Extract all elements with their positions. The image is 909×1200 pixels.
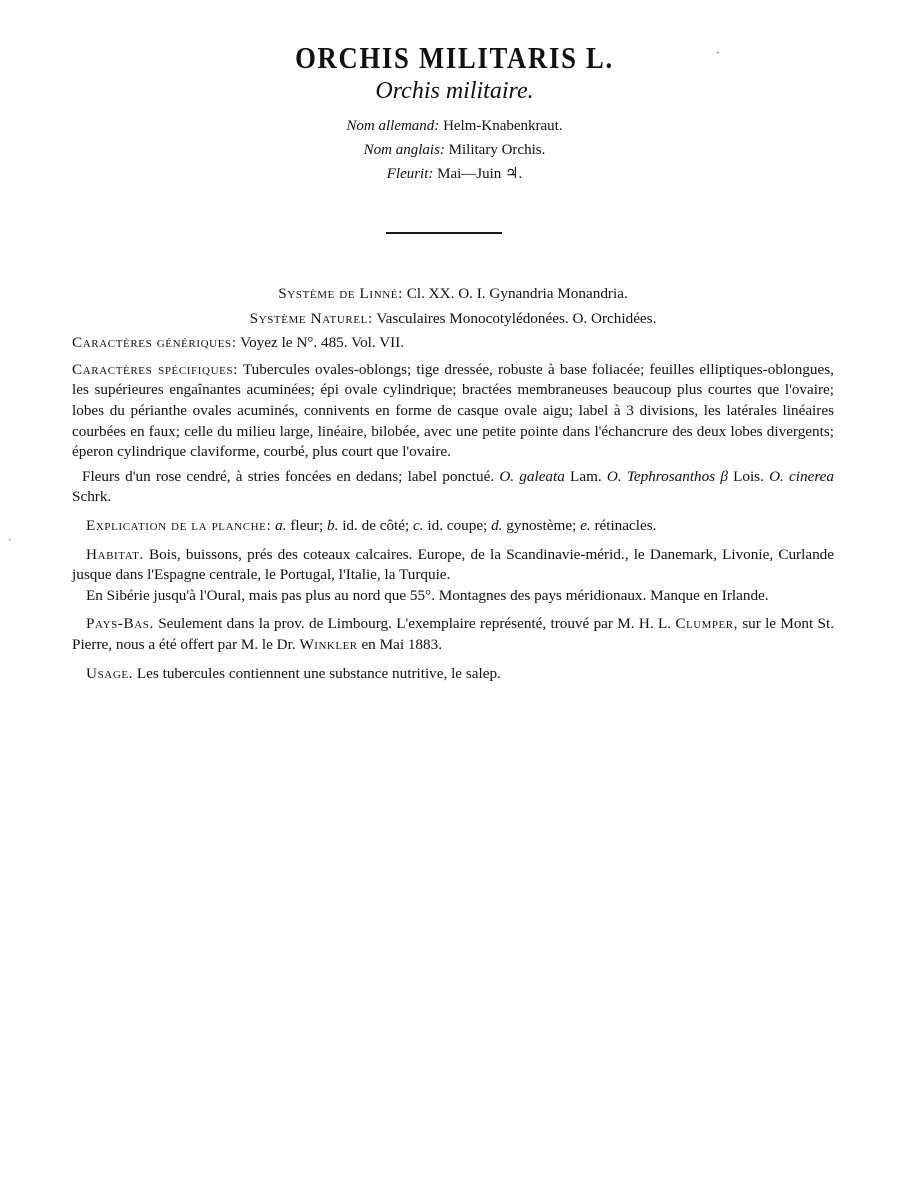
paysbas-paragraph xyxy=(72,614,834,655)
naturel-label: Système Naturel: xyxy=(249,309,373,327)
donor-name: Winkler xyxy=(299,635,358,653)
english-name-label: Nom anglais: xyxy=(363,142,445,158)
specifiques-label: Caractères spécifiques: xyxy=(72,360,238,378)
english-name-line xyxy=(0,138,909,162)
bloom-label: Fleurit: xyxy=(386,166,434,182)
page-title: ORCHIS MILITARIS L. xyxy=(295,40,614,75)
synonym-tephrosanthos: O. Tephrosanthos β xyxy=(606,467,728,485)
usage-text: Les tubercules contiennent une substance nutritive, le salep. xyxy=(136,664,501,682)
specifiques-paragraph xyxy=(72,360,834,463)
generiques-label: Caractères génériques: xyxy=(72,334,237,352)
linne-label: Système de Linné: xyxy=(278,285,403,302)
common-names-block xyxy=(0,114,909,186)
explication-b-text: id. de côté; xyxy=(342,516,410,534)
generiques-text: Voyez le N°. 485. Vol. VII. xyxy=(240,334,405,352)
naturel-line xyxy=(72,309,834,330)
fleurs-paragraph xyxy=(72,467,834,508)
stray-mark: ˎ xyxy=(8,530,12,541)
habitat-label: Habitat. xyxy=(86,545,144,563)
synonym-cinerea: O. cinerea xyxy=(769,467,835,485)
explication-label: Explication de la planche: xyxy=(86,516,272,534)
explication-a-key: a. xyxy=(275,516,287,534)
description-body xyxy=(72,284,834,684)
synonym-galeata: O. galeata xyxy=(499,467,565,485)
usage-line xyxy=(72,664,834,685)
paysbas-text-1: Seulement dans la prov. de Limbourg. L'exemplaire représenté, trouvé par M. H. L. xyxy=(158,615,672,633)
explication-a-text: fleur; xyxy=(290,516,324,534)
siberie-text: En Sibérie jusqu'à l'Oural, mais pas plus au nord que 55°. Montagnes des pays méridionaux. Manque en Irlande. xyxy=(86,586,769,604)
usage-label: Usage. xyxy=(86,664,134,682)
linne-text: Cl. XX. O. I. Gynandria Monandria. xyxy=(406,285,628,302)
stray-mark: ˏ xyxy=(716,40,720,54)
siberie-paragraph xyxy=(72,586,834,607)
paysbas-text-3: en Mai 1883. xyxy=(361,635,443,653)
synonym-author-lois: Lois. xyxy=(733,467,764,485)
specifiques-text: Tubercules ovales-oblongs; tige dressée, robuste à base foliacée; feuilles elliptiques-oblongues, les supérieures engaînantes acuminées; épi ovale cylindrique; bractées membraneuses beaucoup plus courtes que l'ovaire; lobes du périanthe ovales acuminés, connivents en forme de casque ovale aigu; label à 3 divisions, les latérales linéaires courbées en faux; celle du milieu large, linéaire, bilobée, avec une petite pointe dans l'échancrure des deux lobes divergents; éperon cylindrique claviforme, courbé, plus court que l'ovaire. xyxy=(72,360,834,461)
explication-c-text: id. coupe; xyxy=(427,516,488,534)
explication-e-key: e. xyxy=(580,516,591,534)
german-name-label: Nom allemand: xyxy=(346,118,440,134)
divider-rule xyxy=(386,232,502,234)
english-name-value: Military Orchis. xyxy=(448,142,546,158)
paysbas-text-2: sur le Mont St. Pierre, nous a été offert par M. le Dr. xyxy=(72,615,835,653)
bloom-value: Mai—Juin ♃. xyxy=(437,166,523,182)
naturel-text: Vasculaires Monocotylédonées. O. Orchidées. xyxy=(376,309,657,327)
explication-c-key: c. xyxy=(413,516,424,534)
paysbas-label: Pays-Bas. xyxy=(86,615,154,633)
generiques-line xyxy=(72,333,834,354)
synonym-author-lam: Lam. xyxy=(570,467,602,485)
german-name-value: Helm-Knabenkraut. xyxy=(443,118,563,134)
explication-d-key: d. xyxy=(491,516,503,534)
german-name-line xyxy=(0,114,909,138)
bloom-line xyxy=(0,162,909,186)
page-subtitle: Orchis militaire. xyxy=(375,78,534,104)
linne-line xyxy=(72,284,834,305)
explication-e-text: rétinacles. xyxy=(594,516,657,534)
synonym-author-schrk: Schrk. xyxy=(72,488,112,506)
collector-name: Clumper, xyxy=(675,615,738,633)
habitat-paragraph xyxy=(72,545,834,586)
explication-b-key: b. xyxy=(327,516,339,534)
fleurs-text: Fleurs d'un rose cendré, à stries foncées en dedans; label ponctué. xyxy=(82,467,495,485)
explication-d-text: gynostème; xyxy=(506,516,577,534)
explication-line xyxy=(72,516,834,537)
habitat-text: Bois, buissons, prés des coteaux calcaires. Europe, de la Scandinavie-mérid., le Danemark, Livonie, Curlande jusque dans l'Espagne centrale, le Portugal, l'Italie, la Turquie. xyxy=(72,545,834,584)
